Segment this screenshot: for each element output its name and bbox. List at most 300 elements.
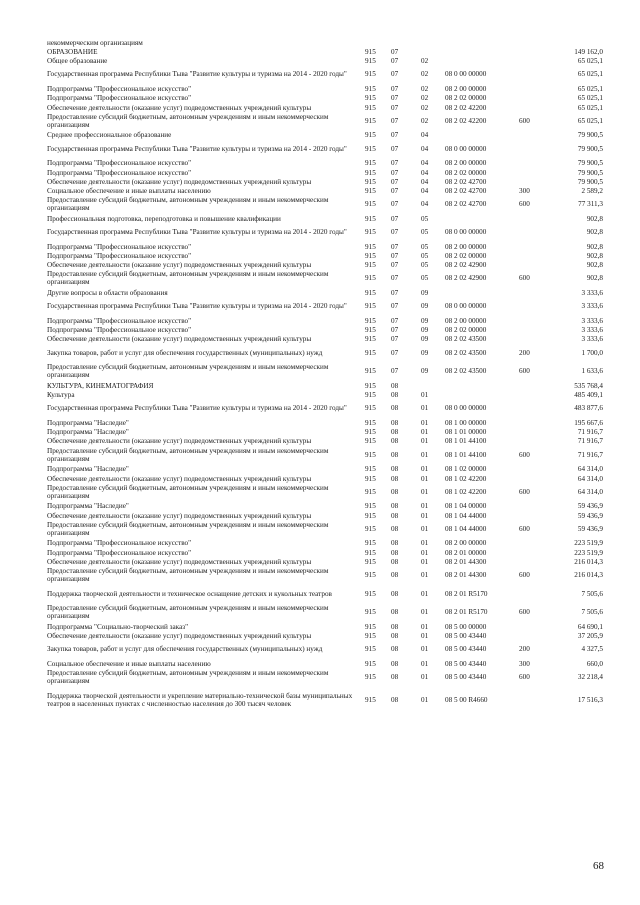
section-code: 07 xyxy=(391,168,399,177)
subsection-code: 02 xyxy=(421,57,429,66)
item-name: Подпрограмма "Наследие" xyxy=(47,418,129,427)
ministry-code: 915 xyxy=(365,659,376,668)
item-name: Подпрограмма "Профессиональное искусство" xyxy=(47,539,192,548)
amount: 77 311,3 xyxy=(578,200,603,209)
ministry-code: 915 xyxy=(365,302,376,311)
section-code: 07 xyxy=(391,57,399,66)
target-article-code: 08 2 00 00000 xyxy=(445,159,487,168)
amount: 65 025,1 xyxy=(577,116,603,125)
table-row xyxy=(47,131,603,140)
table-row xyxy=(47,687,603,712)
table-row xyxy=(47,567,603,584)
section-code: 07 xyxy=(391,94,399,103)
ministry-code: 915 xyxy=(365,511,376,520)
ministry-code: 915 xyxy=(365,367,376,376)
ministry-code: 915 xyxy=(365,524,376,533)
item-name: Предоставление субсидий бюджетным, автономным учреждениям и иным некоммерческим организациям xyxy=(47,669,329,686)
ministry-code: 915 xyxy=(365,47,376,56)
subsection-code: 05 xyxy=(421,274,429,283)
expense-type-code: 600 xyxy=(519,673,530,682)
ministry-code: 915 xyxy=(365,242,376,251)
ministry-code: 915 xyxy=(365,391,376,400)
amount: 65 025,1 xyxy=(577,103,603,112)
subsection-code: 01 xyxy=(421,571,429,580)
ministry-code: 915 xyxy=(365,200,376,209)
section-code: 08 xyxy=(391,487,399,496)
item-name: Подпрограмма "Профессиональное искусство" xyxy=(47,242,192,251)
table-row xyxy=(47,632,603,641)
table-row xyxy=(47,316,603,325)
table-row xyxy=(47,251,603,260)
item-name: Предоставление субсидий бюджетным, автономным учреждениям и иным некоммерческим организациям xyxy=(47,446,329,463)
section-code: 08 xyxy=(391,381,399,390)
target-article-code: 08 5 00 R4660 xyxy=(445,695,488,704)
section-code: 08 xyxy=(391,511,399,520)
subsection-code: 01 xyxy=(421,465,429,474)
expense-type-code: 600 xyxy=(519,487,530,496)
subsection-code: 05 xyxy=(421,228,429,237)
item-name: Подпрограмма "Профессиональное искусство" xyxy=(47,326,192,335)
subsection-code: 09 xyxy=(421,367,429,376)
table-row xyxy=(47,66,603,83)
table-row xyxy=(47,669,603,686)
section-code: 08 xyxy=(391,608,399,617)
ministry-code: 915 xyxy=(365,289,376,298)
item-name: Подпрограмма "Профессиональное искусство" xyxy=(47,85,192,94)
expense-type-code: 600 xyxy=(519,274,530,283)
amount: 65 025,1 xyxy=(577,70,603,79)
amount: 64 314,0 xyxy=(577,487,603,496)
item-name: Подпрограмма "Профессиональное искусство" xyxy=(47,94,192,103)
table-row xyxy=(47,288,603,297)
table-row xyxy=(47,363,603,380)
section-code: 08 xyxy=(391,428,399,437)
item-name: Государственная программа Республики Тыва "Развитие культуры и туризма на 2014 - 2020 годы" xyxy=(47,144,347,153)
amount: 59 436,9 xyxy=(577,511,603,520)
table-row xyxy=(47,335,603,344)
section-code: 08 xyxy=(391,589,399,598)
table-row xyxy=(47,641,603,658)
section-code: 08 xyxy=(391,474,399,483)
item-name: Государственная программа Республики Тыва "Развитие культуры и туризма на 2014 - 2020 годы" xyxy=(47,302,347,311)
section-code: 08 xyxy=(391,659,399,668)
ministry-code: 915 xyxy=(365,116,376,125)
ministry-code: 915 xyxy=(365,695,376,704)
page-number: 68 xyxy=(593,860,604,872)
table-row xyxy=(47,539,603,548)
item-name: Обеспечение деятельности (оказание услуг) подведомственных учреждений культуры xyxy=(47,177,312,186)
table-row xyxy=(47,622,603,631)
section-code: 07 xyxy=(391,261,399,270)
target-article-code: 08 0 00 00000 xyxy=(445,70,487,79)
section-code: 07 xyxy=(391,70,399,79)
expense-type-code: 600 xyxy=(519,116,530,125)
target-article-code: 08 2 02 42700 xyxy=(445,200,487,209)
amount: 485 409,1 xyxy=(574,391,603,400)
expense-type-code: 300 xyxy=(519,659,530,668)
amount: 3 333,6 xyxy=(581,326,603,335)
amount: 902,8 xyxy=(586,214,603,223)
item-name: Государственная программа Республики Тыва "Развитие культуры и туризма на 2014 - 2020 годы" xyxy=(47,228,347,237)
ministry-code: 915 xyxy=(365,103,376,112)
subsection-code: 05 xyxy=(421,242,429,251)
table-row xyxy=(47,428,603,437)
target-article-code: 08 2 02 43500 xyxy=(445,335,487,344)
item-name: Закупка товаров, работ и услуг для обеспечения государственных (муниципальных) нужд xyxy=(47,348,323,357)
target-article-code: 08 2 00 00000 xyxy=(445,316,487,325)
subsection-code: 01 xyxy=(421,608,429,617)
item-name: Предоставление субсидий бюджетным, автономным учреждениям и иным некоммерческим организациям xyxy=(47,520,329,537)
amount: 79 900,5 xyxy=(577,144,603,153)
table-row xyxy=(47,186,603,195)
item-name: Другие вопросы в области образования xyxy=(47,289,168,298)
table-row xyxy=(47,381,603,390)
table-row xyxy=(47,159,603,168)
table-row xyxy=(47,242,603,251)
subsection-code: 04 xyxy=(421,177,429,186)
subsection-code: 01 xyxy=(421,418,429,427)
subsection-code: 04 xyxy=(421,200,429,209)
amount: 59 436,9 xyxy=(577,524,603,533)
ministry-code: 915 xyxy=(365,622,376,631)
target-article-code: 08 5 00 43440 xyxy=(445,673,487,682)
target-article-code: 08 2 02 43500 xyxy=(445,348,487,357)
section-code: 07 xyxy=(391,47,399,56)
amount: 195 667,6 xyxy=(574,418,603,427)
subsection-code: 01 xyxy=(421,404,429,413)
target-article-code: 08 1 00 00000 xyxy=(445,418,487,427)
amount: 660,0 xyxy=(586,659,603,668)
ministry-code: 915 xyxy=(365,428,376,437)
expense-type-code: 600 xyxy=(519,200,530,209)
subsection-code: 09 xyxy=(421,289,429,298)
section-code: 07 xyxy=(391,302,399,311)
item-name: Общее образование xyxy=(47,57,108,66)
amount: 3 333,6 xyxy=(581,335,603,344)
amount: 902,8 xyxy=(586,261,603,270)
expense-type-code: 200 xyxy=(519,348,530,357)
target-article-code: 08 1 01 44100 xyxy=(445,437,487,446)
ministry-code: 915 xyxy=(365,261,376,270)
amount: 17 516,3 xyxy=(577,695,603,704)
amount: 902,8 xyxy=(586,274,603,283)
amount: 3 333,6 xyxy=(581,302,603,311)
target-article-code: 08 1 04 44000 xyxy=(445,511,487,520)
subsection-code: 05 xyxy=(421,261,429,270)
target-article-code: 08 2 01 00000 xyxy=(445,548,487,557)
section-code: 08 xyxy=(391,645,399,654)
item-name: Поддержка творческой деятельности и техническое оснащение детских и кукольных театров xyxy=(47,589,332,598)
target-article-code: 08 1 04 44000 xyxy=(445,524,487,533)
ministry-code: 915 xyxy=(365,645,376,654)
target-article-code: 08 2 02 43500 xyxy=(445,367,487,376)
table-row xyxy=(47,298,603,315)
section-code: 07 xyxy=(391,144,399,153)
table-row xyxy=(47,47,603,56)
target-article-code: 08 1 02 42200 xyxy=(445,474,487,483)
table-row xyxy=(47,196,603,213)
ministry-code: 915 xyxy=(365,57,376,66)
table-row xyxy=(47,390,603,399)
item-name: Поддержка творческой деятельности и укрепление материально-технической базы муниципальных театров в населенных пунктах с численностью населения до 300 тысяч человек xyxy=(47,691,353,708)
target-article-code: 08 2 02 00000 xyxy=(445,326,487,335)
ministry-code: 915 xyxy=(365,418,376,427)
subsection-code: 01 xyxy=(421,673,429,682)
amount: 2 589,2 xyxy=(581,187,603,196)
table-row xyxy=(47,103,603,112)
ministry-code: 915 xyxy=(365,187,376,196)
table-row xyxy=(47,511,603,520)
table-row xyxy=(47,112,603,129)
target-article-code: 08 2 00 00000 xyxy=(445,85,487,94)
target-article-code: 08 1 02 42200 xyxy=(445,487,487,496)
item-name: Профессиональная подготовка, переподготовка и повышение квалификации xyxy=(47,214,281,223)
item-name: Предоставление субсидий бюджетным, автономным учреждениям и иным некоммерческим организациям xyxy=(47,363,329,380)
target-article-code: 08 1 02 00000 xyxy=(445,465,487,474)
amount: 902,8 xyxy=(586,228,603,237)
item-name: Подпрограмма "Наследие" xyxy=(47,465,129,474)
subsection-code: 01 xyxy=(421,511,429,520)
subsection-code: 01 xyxy=(421,645,429,654)
ministry-code: 915 xyxy=(365,450,376,459)
subsection-code: 01 xyxy=(421,558,429,567)
section-code: 07 xyxy=(391,242,399,251)
subsection-code: 09 xyxy=(421,348,429,357)
section-code: 08 xyxy=(391,391,399,400)
amount: 32 218,4 xyxy=(577,673,603,682)
ministry-code: 915 xyxy=(365,144,376,153)
target-article-code: 08 2 02 42200 xyxy=(445,103,487,112)
subsection-code: 01 xyxy=(421,622,429,631)
ministry-code: 915 xyxy=(365,316,376,325)
ministry-code: 915 xyxy=(365,335,376,344)
amount: 7 505,6 xyxy=(581,589,603,598)
section-code: 07 xyxy=(391,187,399,196)
ministry-code: 915 xyxy=(365,177,376,186)
target-article-code: 08 2 02 42700 xyxy=(445,187,487,196)
section-code: 07 xyxy=(391,103,399,112)
ministry-code: 915 xyxy=(365,85,376,94)
ministry-code: 915 xyxy=(365,159,376,168)
section-code: 08 xyxy=(391,465,399,474)
target-article-code: 08 2 02 42900 xyxy=(445,274,487,283)
ministry-code: 915 xyxy=(365,70,376,79)
amount: 71 916,7 xyxy=(577,450,603,459)
table-row xyxy=(47,94,603,103)
subsection-code: 01 xyxy=(421,428,429,437)
amount: 535 768,4 xyxy=(574,381,603,390)
subsection-code: 09 xyxy=(421,302,429,311)
ministry-code: 915 xyxy=(365,465,376,474)
item-name: Предоставление субсидий бюджетным, автономным учреждениям и иным некоммерческим организациям xyxy=(47,483,329,500)
subsection-code: 01 xyxy=(421,695,429,704)
table-row xyxy=(47,177,603,186)
item-name: Предоставление субсидий бюджетным, автономным учреждениям и иным некоммерческим организациям xyxy=(47,270,329,287)
subsection-code: 05 xyxy=(421,252,429,260)
ministry-code: 915 xyxy=(365,94,376,103)
expense-type-code: 200 xyxy=(519,645,530,654)
section-code: 07 xyxy=(391,159,399,168)
section-code: 08 xyxy=(391,404,399,413)
item-name: Обеспечение деятельности (оказание услуг) подведомственных учреждений культуры xyxy=(47,437,312,446)
table-row xyxy=(47,38,603,47)
table-row xyxy=(47,557,603,566)
amount: 902,8 xyxy=(586,252,603,260)
section-code: 07 xyxy=(391,177,399,186)
expense-type-code: 600 xyxy=(519,450,530,459)
subsection-code: 09 xyxy=(421,316,429,325)
expense-type-code: 300 xyxy=(519,187,530,196)
section-code: 07 xyxy=(391,214,399,223)
amount: 65 025,1 xyxy=(577,94,603,103)
item-name: Социальное обеспечение и иные выплаты населению xyxy=(47,659,211,668)
target-article-code: 08 2 02 00000 xyxy=(445,94,487,103)
amount: 79 900,5 xyxy=(577,159,603,168)
table-row xyxy=(47,437,603,446)
section-code: 07 xyxy=(391,228,399,237)
subsection-code: 01 xyxy=(421,539,429,548)
ministry-code: 915 xyxy=(365,548,376,557)
ministry-code: 915 xyxy=(365,608,376,617)
item-name: Подпрограмма "Профессиональное искусство" xyxy=(47,168,192,177)
item-name: Обеспечение деятельности (оказание услуг) подведомственных учреждений культуры xyxy=(47,261,312,270)
section-code: 08 xyxy=(391,437,399,446)
section-code: 07 xyxy=(391,289,399,298)
section-code: 07 xyxy=(391,274,399,283)
ministry-code: 915 xyxy=(365,168,376,177)
target-article-code: 08 2 02 00000 xyxy=(445,252,487,260)
subsection-code: 04 xyxy=(421,168,429,177)
target-article-code: 08 1 01 44100 xyxy=(445,450,487,459)
target-article-code: 08 0 00 00000 xyxy=(445,302,487,311)
section-code: 08 xyxy=(391,673,399,682)
expense-type-code: 600 xyxy=(519,524,530,533)
table-row xyxy=(47,604,603,621)
item-name: Обеспечение деятельности (оказание услуг) подведомственных учреждений культуры xyxy=(47,335,312,344)
table-row xyxy=(47,57,603,66)
target-article-code: 08 5 00 00000 xyxy=(445,622,487,631)
section-code: 07 xyxy=(391,252,399,260)
target-article-code: 08 2 02 42700 xyxy=(445,177,487,186)
ministry-code: 915 xyxy=(365,673,376,682)
amount: 59 436,9 xyxy=(577,502,603,511)
subsection-code: 02 xyxy=(421,70,429,79)
section-code: 07 xyxy=(391,335,399,344)
item-name: Подпрограмма "Профессиональное искусство" xyxy=(47,252,192,260)
subsection-code: 01 xyxy=(421,391,429,400)
subsection-code: 09 xyxy=(421,335,429,344)
table-row xyxy=(47,270,603,287)
section-code: 07 xyxy=(391,348,399,357)
expense-type-code: 600 xyxy=(519,367,530,376)
ministry-code: 915 xyxy=(365,502,376,511)
expense-type-code: 600 xyxy=(519,571,530,580)
subsection-code: 01 xyxy=(421,437,429,446)
amount: 1 700,0 xyxy=(581,348,603,357)
amount: 149 162,0 xyxy=(574,47,603,56)
item-name: Подпрограмма "Наследие" xyxy=(47,502,129,511)
ministry-code: 915 xyxy=(365,404,376,413)
table-row xyxy=(47,400,603,417)
table-row xyxy=(47,659,603,668)
section-code: 07 xyxy=(391,326,399,335)
subsection-code: 02 xyxy=(421,94,429,103)
section-code: 08 xyxy=(391,558,399,567)
target-article-code: 08 5 00 43440 xyxy=(445,632,487,641)
subsection-code: 01 xyxy=(421,548,429,557)
subsection-code: 01 xyxy=(421,502,429,511)
subsection-code: 02 xyxy=(421,103,429,112)
subsection-code: 04 xyxy=(421,144,429,153)
target-article-code: 08 2 00 00000 xyxy=(445,242,487,251)
subsection-code: 01 xyxy=(421,524,429,533)
table-row xyxy=(47,140,603,157)
amount: 79 900,5 xyxy=(577,177,603,186)
section-code: 08 xyxy=(391,695,399,704)
amount: 902,8 xyxy=(586,242,603,251)
budget-table xyxy=(47,38,603,714)
item-name: Подпрограмма "Профессиональное искусство" xyxy=(47,159,192,168)
subsection-code: 04 xyxy=(421,187,429,196)
target-article-code: 08 5 00 43440 xyxy=(445,659,487,668)
ministry-code: 915 xyxy=(365,474,376,483)
item-name: ОБРАЗОВАНИЕ xyxy=(47,47,98,56)
amount: 1 633,6 xyxy=(581,367,603,376)
table-row xyxy=(47,446,603,463)
ministry-code: 915 xyxy=(365,131,376,140)
amount: 216 014,3 xyxy=(574,558,603,567)
subsection-code: 05 xyxy=(421,214,429,223)
ministry-code: 915 xyxy=(365,214,376,223)
subsection-code: 01 xyxy=(421,659,429,668)
ministry-code: 915 xyxy=(365,589,376,598)
table-row xyxy=(47,483,603,500)
table-row xyxy=(47,465,603,474)
ministry-code: 915 xyxy=(365,274,376,283)
item-name: Обеспечение деятельности (оказание услуг) подведомственных учреждений культуры xyxy=(47,558,312,567)
item-name: Предоставление субсидий бюджетным, автономным учреждениям и иным некоммерческим организациям xyxy=(47,567,329,584)
amount: 216 014,3 xyxy=(574,571,603,580)
table-row xyxy=(47,344,603,361)
item-name: Среднее профессиональное образование xyxy=(47,131,172,140)
table-row xyxy=(47,520,603,537)
target-article-code: 08 0 00 00000 xyxy=(445,404,487,413)
subsection-code: 01 xyxy=(421,632,429,641)
target-article-code: 08 2 01 R5170 xyxy=(445,608,488,617)
subsection-code: 04 xyxy=(421,159,429,168)
section-code: 08 xyxy=(391,524,399,533)
target-article-code: 08 2 01 R5170 xyxy=(445,589,488,598)
section-code: 08 xyxy=(391,622,399,631)
ministry-code: 915 xyxy=(365,381,376,390)
section-code: 07 xyxy=(391,131,399,140)
table-row xyxy=(47,168,603,177)
ministry-code: 915 xyxy=(365,326,376,335)
item-name: Подпрограмма "Профессиональное искусство" xyxy=(47,316,192,325)
item-name: некоммерческим организациям xyxy=(47,38,143,47)
item-name: КУЛЬТУРА, КИНЕМАТОГРАФИЯ xyxy=(47,381,154,390)
section-code: 07 xyxy=(391,316,399,325)
table-row xyxy=(47,418,603,427)
amount: 64 314,0 xyxy=(577,465,603,474)
target-article-code: 08 2 02 42200 xyxy=(445,116,487,125)
ministry-code: 915 xyxy=(365,539,376,548)
section-code: 08 xyxy=(391,502,399,511)
target-article-code: 08 2 02 42900 xyxy=(445,261,487,270)
table-row xyxy=(47,474,603,483)
table-row xyxy=(47,84,603,93)
ministry-code: 915 xyxy=(365,558,376,567)
